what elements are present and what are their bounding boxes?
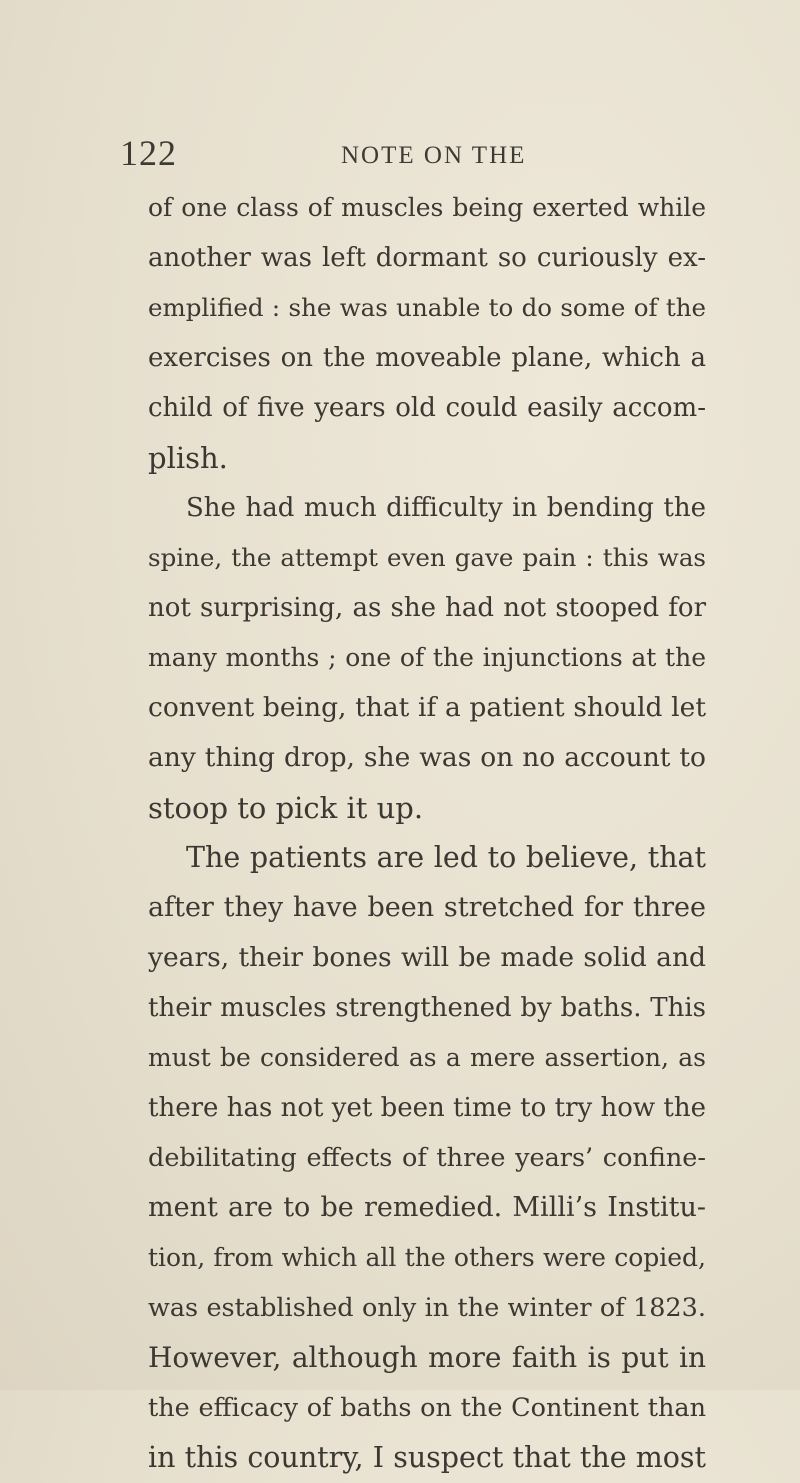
text-line: spine, the attempt even gave pain : this was [148, 543, 706, 572]
text-line: in this country, I suspect that the most [148, 1441, 706, 1474]
text-line: was established only in the winter of 1823. [148, 1293, 706, 1323]
text-line: She had much difficulty in bending the [186, 493, 706, 523]
text-line: plish. [148, 441, 228, 475]
text-line: debilitating effects of three years’ confine- [148, 1143, 706, 1173]
text-line: of one class of muscles being exerted while [148, 193, 706, 222]
body-text [148, 183, 706, 1483]
running-head: NOTE ON THE [341, 142, 527, 169]
text-line: ment are to be remedied. Milli’s Institu- [148, 1192, 706, 1223]
text-line: any thing drop, she was on no account to [148, 742, 706, 773]
text-line: stoop to pick it up. [148, 791, 424, 825]
text-line: there has not yet been time to try how the [148, 1093, 706, 1123]
text-line: after they have been stretched for three [148, 892, 706, 923]
text-line: not surprising, as she had not stooped for [148, 593, 706, 623]
text-line: years, their bones will be made solid and [148, 942, 706, 973]
text-line: The patients are led to believe, that [186, 841, 706, 874]
text-line: emplified : she was unable to do some of the [148, 293, 706, 322]
text-line: child of five years old could easily accom- [148, 393, 706, 423]
text-line: their muscles strengthened by baths. This [148, 993, 706, 1023]
text-line: convent being, that if a patient should let [148, 692, 706, 723]
text-line: another was left dormant so curiously ex- [148, 243, 706, 273]
text-line: must be considered as a mere assertion, as [148, 1043, 706, 1072]
text-line: the efficacy of baths on the Continent than [148, 1393, 706, 1423]
text-line: many months ; one of the injunctions at the [148, 643, 706, 672]
page-number: 122 [120, 133, 177, 173]
page-header [120, 132, 720, 182]
text-line: exercises on the moveable plane, which a [148, 343, 706, 373]
text-line: However, although more faith is put in [148, 1341, 706, 1374]
text-line: tion, from which all the others were copied, [148, 1243, 706, 1272]
